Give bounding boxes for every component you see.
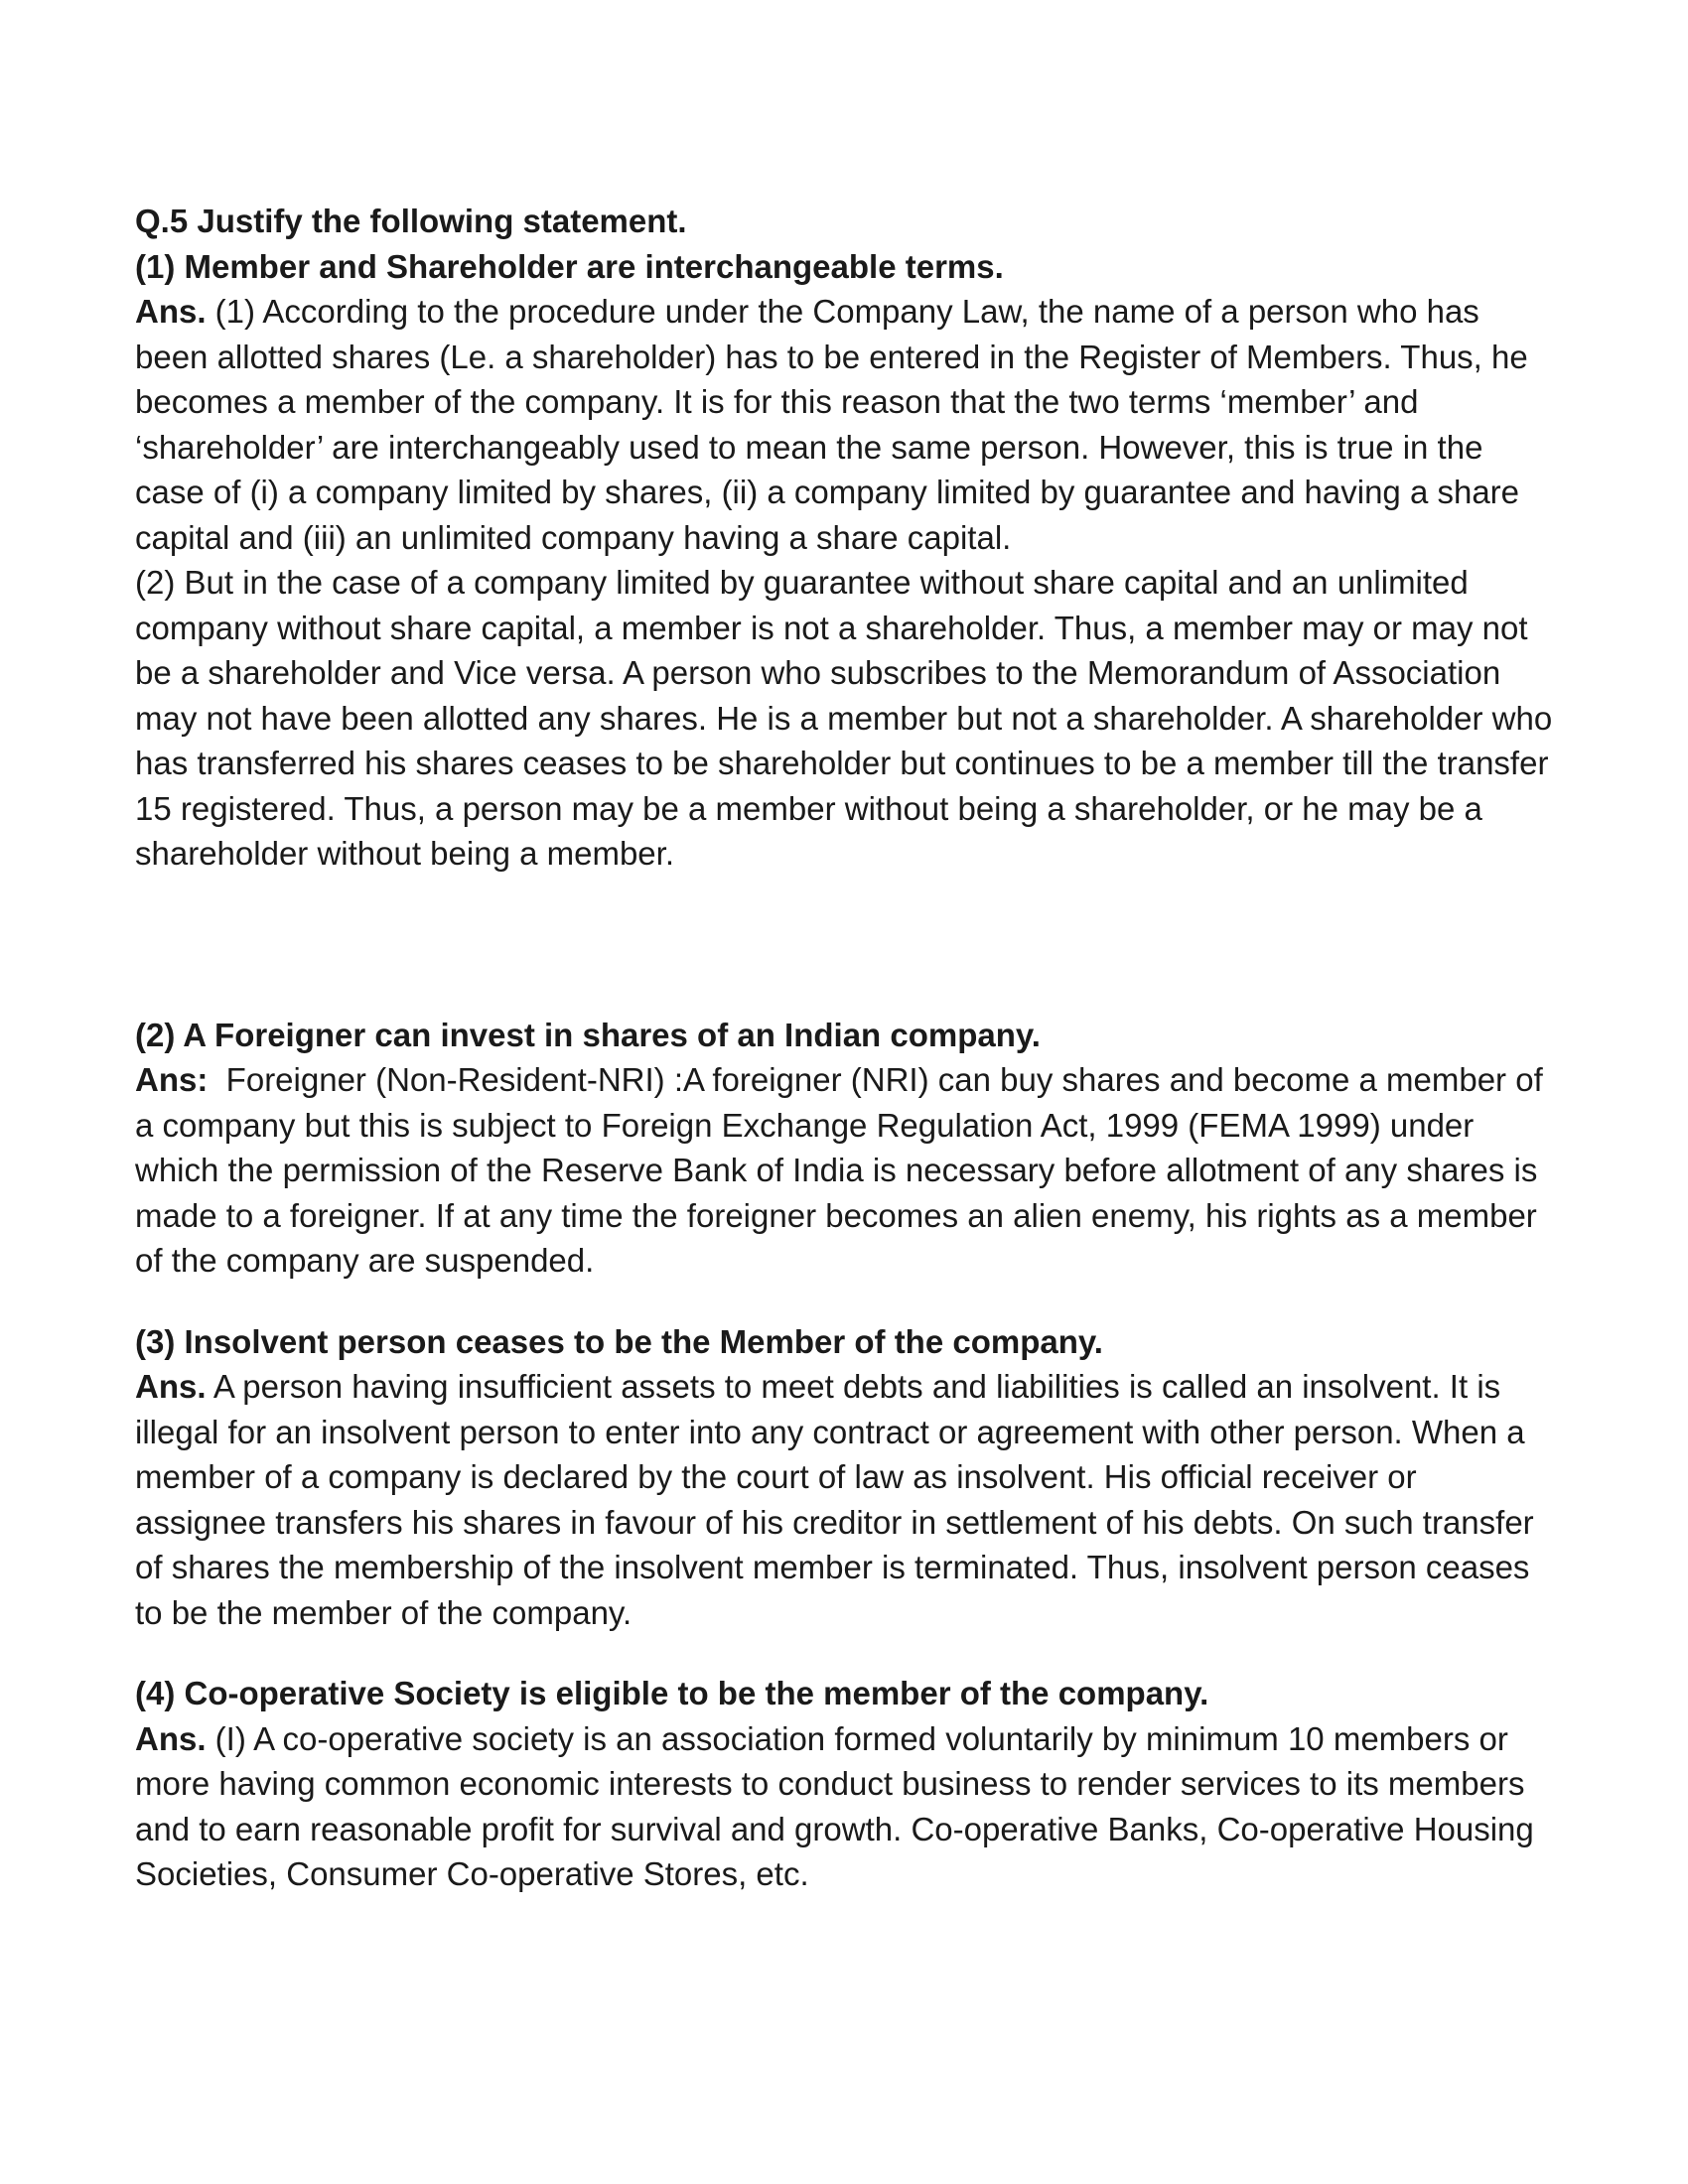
section-insolvent xyxy=(135,1319,1555,1636)
answer-paragraph xyxy=(135,1364,1555,1635)
answer-label: Ans. xyxy=(135,293,207,330)
section-heading: (1) Member and Shareholder are interchangeable terms. xyxy=(135,247,1004,285)
section-heading: (4) Co-operative Society is eligible to be the member of the company. xyxy=(135,1675,1209,1711)
section-heading: (2) A Foreigner can invest in shares of an Indian company. xyxy=(135,1016,1041,1053)
answer-text: (1) According to the procedure under the Company Law, the name of a person who has been allotted shares (Le. a shareholder) has to be entered in the Register of Members. Thus, he becomes a member of the company. It is for this reason that the two terms ‘member’ and ‘shareholder’ are interchangeably used to mean the same person. However, this is true in the case of (i) a company limited by shares, (ii) a company limited by guarantee and having a share capital and (iii) an unlimited company having a share capital. xyxy=(135,293,1528,556)
answer-paragraph xyxy=(135,1716,1555,1897)
spacer xyxy=(135,1284,1555,1319)
answer-paragraph: (2) But in the case of a company limited by guarantee without share capital and an unlimited company without share capital, a member is not a shareholder. Thus, a member may or may not be a shareholder and Vice versa. A person who subscribes to the Memorandum of Association may not have been allotted any shares. He is a member but not a shareholder. A shareholder who has transferred his shares ceases to be shareholder but continues to be a member till the transfer 15 registered. Thus, a person may be a member without being a shareholder, or he may be a shareholder without being a member. xyxy=(135,564,1553,872)
answer-label: Ans: xyxy=(135,1061,209,1098)
answer-paragraph xyxy=(135,289,1555,560)
section-foreigner xyxy=(135,1013,1555,1284)
question-title: Q.5 Justify the following statement. xyxy=(135,203,687,239)
section-heading: (3) Insolvent person ceases to be the Member of the company. xyxy=(135,1322,1103,1360)
answer-paragraph xyxy=(135,1057,1555,1284)
answer-label: Ans. xyxy=(135,1719,207,1757)
section-member-shareholder xyxy=(135,244,1555,877)
answer-text: A person having insufficient assets to meet debts and liabilities is called an insolvent. It is illegal for an insolvent person to enter into any contract or agreement with other person. When a member of a company is declared by the court of law as insolvent. His official receiver or assignee transfers his shares in favour of his creditor in settlement of his debts. On such transfer of shares the membership of the insolvent member is terminated. Thus, insolvent person ceases to be the member of the company. xyxy=(135,1368,1534,1631)
spacer xyxy=(135,1635,1555,1671)
answer-text: Foreigner (Non-Resident-NRI) :A foreigner (NRI) can buy shares and become a member of a company but this is subject to Foreign Exchange Regulation Act, 1999 (FEMA 1999) under which the permission of the Reserve Bank of India is necessary before allotment of any shares is made to a foreigner. If at any time the foreigner becomes an alien enemy, his rights as a member of the company are suspended. xyxy=(135,1061,1552,1279)
answer-text: (I) A co-operative society is an association formed voluntarily by minimum 10 members or more having common economic interests to conduct business to render services to its members and to earn reasonable profit for survival and growth. Co-operative Banks, Co-operative Housing Societies, Consumer Co-operative Stores, etc. xyxy=(135,1719,1534,1892)
answer-label: Ans. xyxy=(135,1368,207,1405)
spacer xyxy=(135,877,1555,1013)
document-page xyxy=(135,199,1555,1897)
section-cooperative xyxy=(135,1671,1555,1897)
